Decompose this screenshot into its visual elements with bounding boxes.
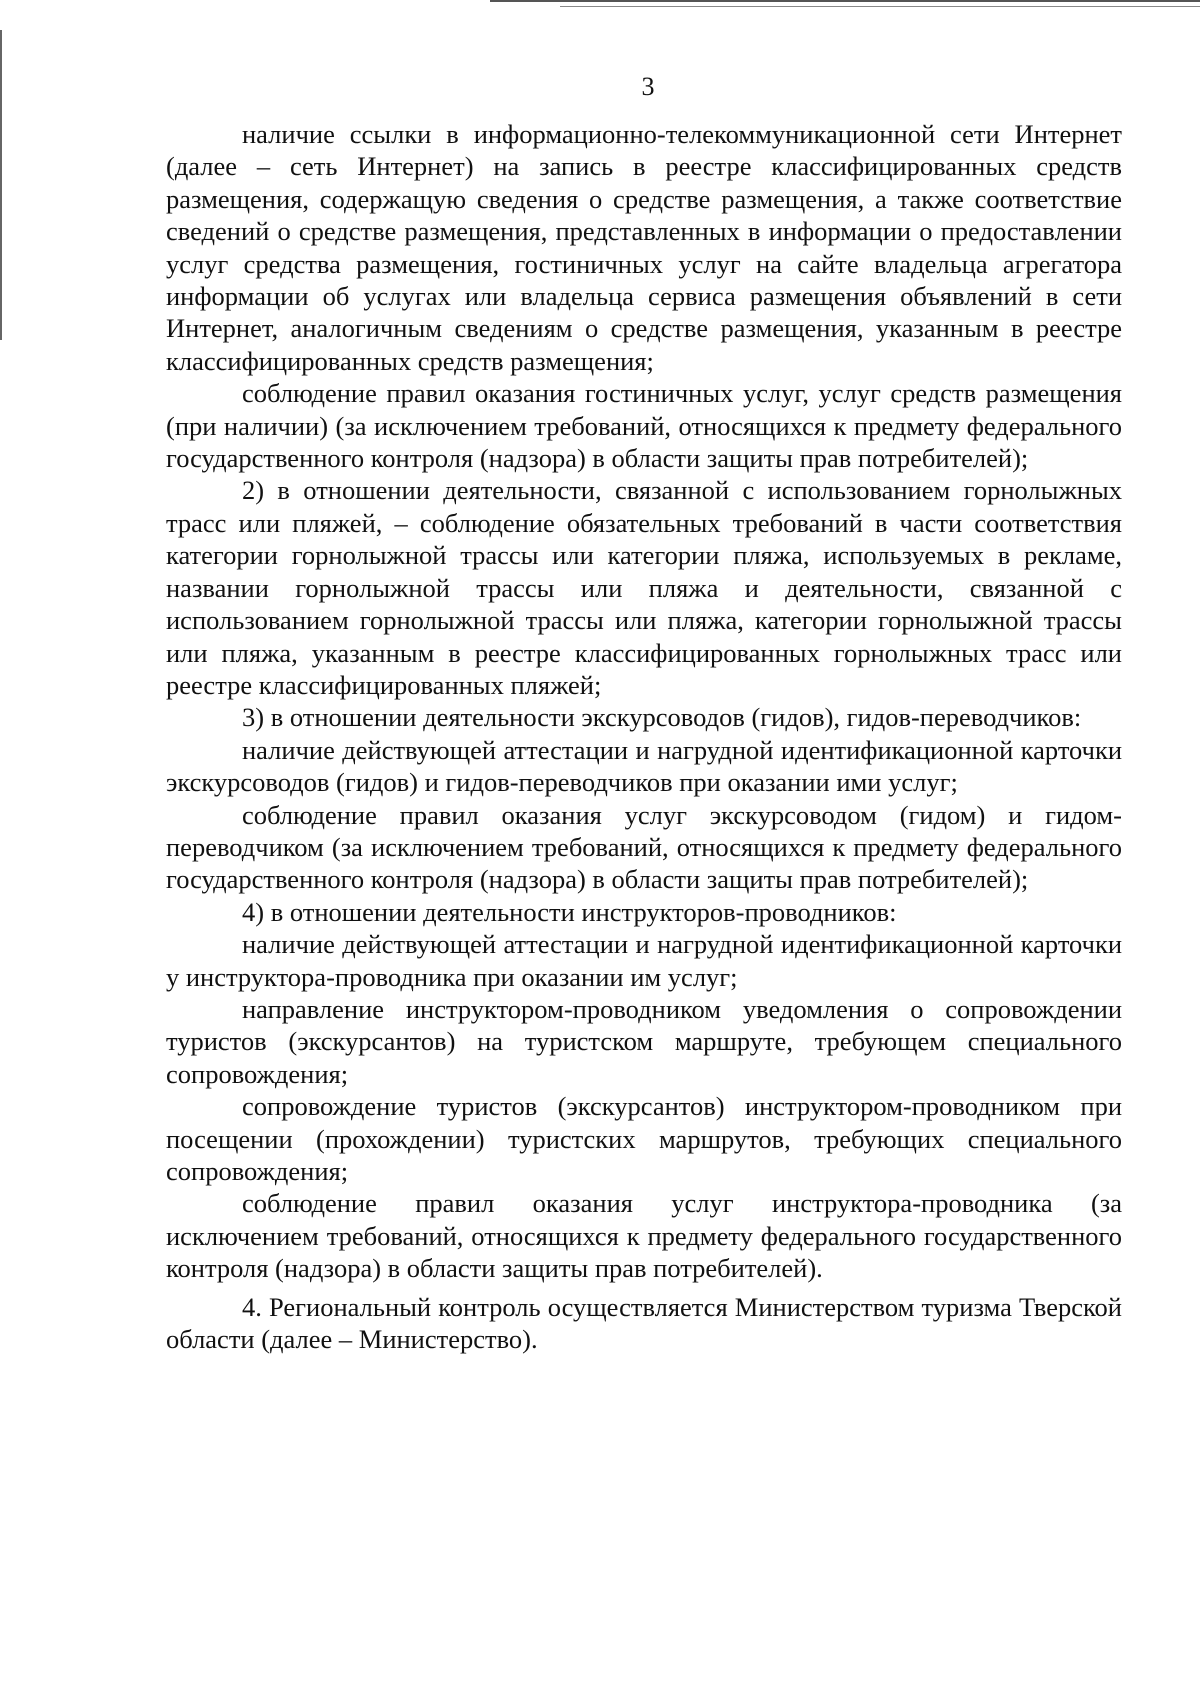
paragraph-instructor-notice: направление инструктором-проводником уведомления о сопровождении туристов (экскурсантов) на туристском маршруте, требующем специального сопровождения; <box>166 993 1122 1089</box>
paragraph-instructor-escort: сопровождение туристов (экскурсантов) инструктором-проводником при посещении (прохождении) туристских маршрутов, требующих специального сопровождения; <box>166 1091 1122 1186</box>
paragraph-ski-beaches: 2) в отношении деятельности, связанной с использованием горнолыжных трасс или пляжей, – соблюдение обязательных требований в части соответствия категории горнолыжной трассы или категории пляжа, используемых в рекламе, названии горнолыжной трассы или пляжа и деятельности, связанной с использованием горнолыжной трассы или пляжа, категории горнолыжной трассы или пляжа, указанным в реестре классифицированных горнолыжных трасс или реестре классифицированных пляжей; <box>166 475 1122 700</box>
paragraph-instructor-attestation: наличие действующей аттестации и нагрудной идентификационной карточки у инструктора-проводника при оказании им услуг; <box>166 929 1122 992</box>
paragraph-link-registry: наличие ссылки в информационно-телекоммуникационной сети Интернет (далее – сеть Интернет) на запись в реестре классифицированных средств размещения, содержащую сведения о средстве размещения, а также соответствие сведений о средстве размещения, представленных в информации о предоставлении услуг средства размещения, гостиничных услуг на сайте владельца агрегатора информации об услугах или владельца сервиса размещения объявлений в сети Интернет, аналогичным сведениям о средстве размещения, указанным в реестре классифицированных средств размещения; <box>166 119 1122 376</box>
paragraph-guide-attestation: наличие действующей аттестации и нагрудной идентификационной карточки экскурсоводов (гидов) и гидов-переводчиков при оказании ими услуг; <box>166 734 1122 798</box>
paragraph-guides: 3) в отношении деятельности экскурсоводов (гидов), гидов-переводчиков: <box>242 702 1082 733</box>
paragraph-regional-control: 4. Региональный контроль осуществляется Министерством туризма Тверской области (далее – Министерство). <box>166 1291 1122 1355</box>
scan-edge-line <box>490 0 1200 2</box>
paragraph-guide-rules: соблюдение правил оказания услуг экскурсоводом (гидом) и гидом-переводчиком (за исключением требований, относящихся к предмету федерального государственного контроля (надзора) в области защиты прав потребителей); <box>166 799 1122 895</box>
paragraph-hotel-rules: соблюдение правил оказания гостиничных услуг, услуг средств размещения (при наличии) (за исключением требований, относящихся к предмету федерального государственного контроля (надзора) в области защиты прав потребителей); <box>166 378 1122 474</box>
scan-edge-line <box>560 6 1200 7</box>
page-number: 3 <box>641 72 655 101</box>
paragraph-instructors: 4) в отношении деятельности инструкторов-проводников: <box>242 896 897 927</box>
document-body <box>166 118 1122 1355</box>
paragraph-instructor-rules: соблюдение правил оказания услуг инструктора-проводника (за исключением требований, относящихся к предмету федерального государственного контроля (надзора) в области защиты прав потребителей). <box>166 1188 1122 1284</box>
